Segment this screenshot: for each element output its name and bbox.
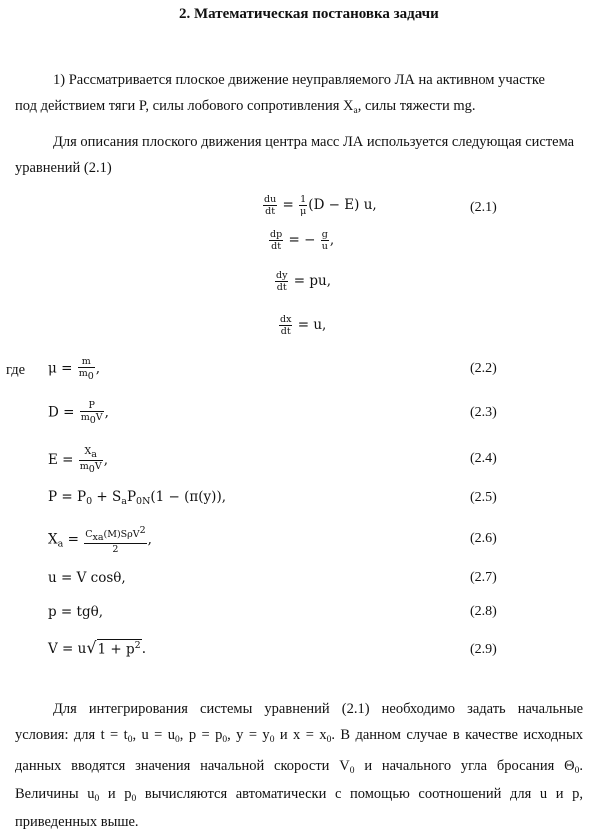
para2-line-2: уравнений (2.1): [15, 160, 112, 176]
para3-line-3: [15, 758, 583, 776]
intro-sub: a: [353, 106, 358, 116]
eq-sub: 0N: [136, 496, 151, 507]
eq-lhs: μ =: [48, 360, 73, 377]
eq-number-2-9: (2.9): [470, 642, 497, 657]
den-main: m: [80, 412, 90, 423]
para3-line-5: приведенных выше.: [15, 814, 139, 830]
den-tail: V: [95, 412, 103, 423]
eq-number-2-1: (2.1): [470, 200, 497, 215]
eq-part: + S: [92, 489, 122, 505]
frac-den: dt: [265, 206, 276, 217]
frac-den: μ: [300, 206, 307, 217]
p3-sub: 0: [127, 735, 133, 745]
p3-sub: 0: [326, 735, 332, 745]
eq-sign: = −: [288, 232, 316, 248]
frac-num: [79, 446, 103, 461]
equation-2-7: u = V cosθ,: [48, 570, 126, 586]
frac-num: P: [80, 400, 104, 412]
intro-line-2-text: под действием тяги P, силы лобового сопротивления X: [15, 98, 354, 114]
den-sub: 0: [89, 415, 96, 426]
p3-sub: 0: [131, 794, 137, 804]
p3-sub: 0: [175, 735, 180, 745]
eq-part: P: [126, 489, 137, 505]
p3-sub: 0: [269, 735, 275, 745]
radicand-sup: 2: [134, 639, 141, 651]
eq-rest: ,: [95, 360, 101, 377]
num-sub: xa: [92, 532, 104, 544]
frac-den: 2: [112, 544, 119, 556]
intro-line-1: 1) Рассматривается плоское движение неуправляемого ЛА на активном участке: [53, 72, 545, 88]
eq-rest: ,: [103, 452, 108, 468]
p3-text: .: [579, 758, 583, 774]
frac-num: m: [78, 356, 95, 368]
equation-2-3: [48, 400, 109, 426]
num-main: C: [85, 529, 93, 541]
p3-sub: 0: [574, 766, 580, 776]
eq-rest: (D − E) u,: [308, 197, 377, 213]
equation-2-5: [48, 489, 226, 507]
section-heading: 2. Математическая постановка задачи: [179, 6, 439, 22]
radicand: [97, 639, 142, 658]
equation-2-1a: [262, 194, 377, 217]
p3-sub: 0: [349, 766, 355, 776]
frac-den: dt: [276, 282, 287, 293]
eq-rest: ,: [104, 404, 109, 421]
equation-2-1c: [274, 270, 331, 293]
para3-line-4: [15, 786, 583, 804]
eq-rest: ,: [329, 232, 335, 248]
eq-number-2-7: (2.7): [470, 570, 497, 585]
eq-number-2-8: (2.8): [470, 604, 497, 619]
den-sub: 0: [87, 371, 94, 382]
frac-num: g: [321, 229, 328, 240]
eq-sub: 0: [86, 496, 93, 507]
p3-text: , p = p: [179, 727, 223, 743]
p3-text: вычисляются автоматически с помощью соотношений для u и p,: [136, 786, 583, 802]
equation-2-4: [48, 446, 108, 475]
eq-number-2-2: (2.2): [470, 361, 497, 376]
eq-number-2-6: (2.6): [470, 531, 497, 546]
p3-text: и p: [99, 786, 132, 802]
eq-number-2-5: (2.5): [470, 490, 497, 505]
num-tail: (M)SρV: [103, 529, 140, 541]
p3-text: и начального угла бросания Θ: [354, 758, 575, 774]
eq-lhs: X: [48, 531, 58, 548]
p3-sub: 0: [222, 735, 228, 745]
eq-number-2-4: (2.4): [470, 451, 497, 466]
eq-rest: = pu,: [293, 273, 331, 289]
p3-text: условия: для t = t: [15, 727, 128, 743]
radicand-text: 1 + p: [97, 641, 135, 657]
p3-text: , y = y: [227, 727, 270, 743]
para3-line-1: Для интегрирования системы уравнений (2.1) необходимо задать начальные: [53, 701, 583, 717]
den-tail: V: [94, 461, 102, 472]
eq-lhs: D =: [48, 404, 75, 421]
frac-den: u: [321, 241, 328, 252]
frac-num: 1: [300, 194, 307, 205]
eq-part: (1 − (π(y)),: [150, 489, 226, 505]
p3-text: и x = x: [274, 727, 327, 743]
frac-den: [80, 412, 104, 426]
equation-2-9: [48, 638, 146, 657]
eq-rest: = u,: [297, 317, 327, 333]
eq-part: V = u: [48, 641, 87, 657]
frac-num: du: [264, 194, 277, 205]
para3-line-2: [15, 727, 583, 745]
num-main: X: [84, 446, 92, 457]
para2-line-1: Для описания плоского движения центра масс ЛА используется следующая система: [53, 134, 575, 150]
eq-lhs: E =: [48, 452, 74, 468]
frac-num: [84, 525, 146, 544]
eq-sub: a: [57, 538, 64, 550]
eq-number-2-3: (2.3): [470, 405, 497, 420]
frac-den: [78, 368, 95, 382]
num-sup: 2: [139, 525, 146, 536]
frac-num: dp: [270, 229, 283, 240]
p3-sub: 0: [94, 794, 100, 804]
p3-text: данных вводятся значения начальной скорости V: [15, 758, 350, 774]
eq-part: .: [141, 641, 147, 657]
intro-line-2-tail: , силы тяжести mg.: [357, 98, 476, 114]
radical-sign: √: [86, 638, 97, 657]
frac-den: [79, 461, 103, 475]
eq-sub: a: [121, 496, 127, 507]
frac-num: dx: [280, 314, 292, 325]
equation-2-8: p = tgθ,: [48, 604, 104, 620]
equation-2-6: [48, 525, 152, 555]
eq-sign: =: [282, 197, 294, 213]
frac-den: dt: [280, 326, 291, 337]
equation-2-1b: [268, 229, 334, 252]
p3-text: Величины u: [15, 786, 95, 802]
eq-sign: =: [67, 531, 79, 548]
p3-text: , u = u: [132, 727, 176, 743]
intro-line-2: [15, 98, 476, 116]
where-label: где: [6, 362, 26, 378]
p3-text: . В данном случае в качестве исходных: [331, 727, 583, 743]
frac-num: dy: [276, 270, 288, 281]
eq-part: P = P: [48, 489, 87, 505]
num-sub: a: [91, 449, 97, 460]
equation-2-2: [48, 356, 100, 382]
eq-rest: ,: [147, 531, 152, 548]
den-main: m: [78, 368, 88, 379]
frac-den: dt: [271, 241, 282, 252]
den-sub: 0: [88, 464, 95, 475]
den-main: m: [79, 461, 89, 472]
equation-2-1d: [278, 314, 326, 337]
